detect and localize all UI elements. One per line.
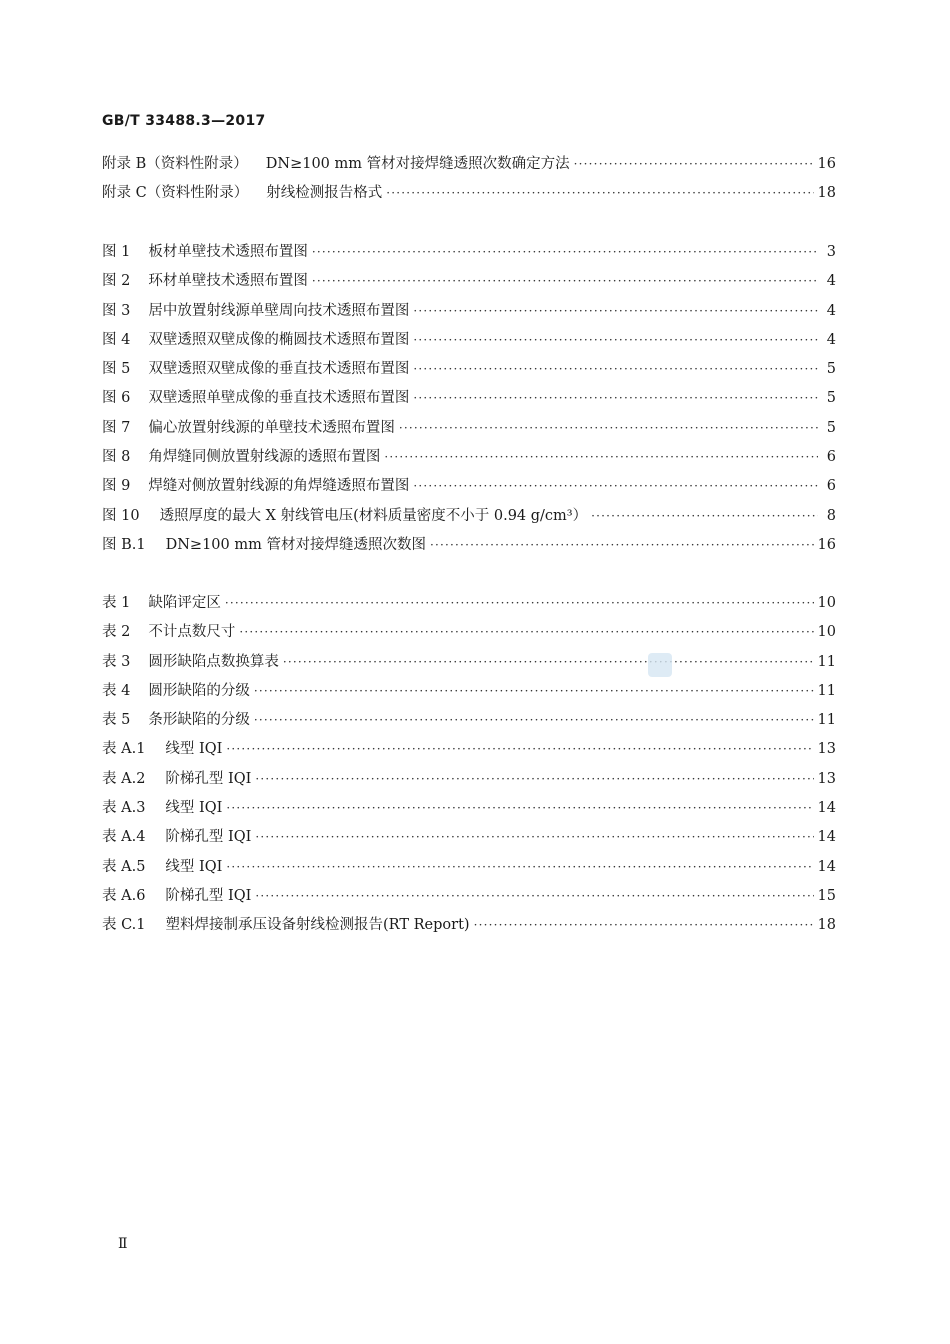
toc-leader-dots	[226, 801, 813, 815]
toc-entry-page: 14	[817, 829, 836, 846]
toc-entry-title: 板材单壁技术透照布置图	[148, 244, 308, 260]
toc-entry-title: 圆形缺陷的分级	[148, 682, 250, 699]
toc-entry-title: 焊缝对侧放置射线源的角焊缝透照布置图	[148, 478, 410, 495]
toc-appendix-section	[102, 152, 836, 211]
toc-entry-title: 圆形缺陷点数换算表	[148, 653, 279, 670]
toc-leader-dots	[413, 333, 818, 347]
toc-entry-label: 表 A.5	[102, 858, 146, 875]
toc-entry[interactable]	[102, 504, 836, 533]
toc-entry-label: 表 A.6	[102, 887, 146, 904]
toc-entry-page: 6	[826, 478, 836, 495]
toc-entry-page: 10	[817, 595, 836, 611]
toc-entry[interactable]	[102, 620, 836, 649]
toc-entry[interactable]	[102, 679, 836, 708]
toc-entry-label: 表 A.1	[102, 741, 146, 758]
toc-entry-title: DN≥100 mm 管材对接焊缝透照次数确定方法	[265, 156, 570, 172]
toc-entry-title: DN≥100 mm 管材对接焊缝透照次数图	[165, 536, 426, 553]
toc-entry[interactable]	[102, 591, 836, 620]
toc-leader-dots	[226, 742, 813, 756]
toc-leader-dots	[255, 830, 813, 844]
toc-entry-page: 16	[817, 156, 836, 172]
toc-entry-page: 8	[826, 507, 836, 524]
toc-entry[interactable]	[102, 240, 836, 269]
toc-entry-label: 附录 C（资料性附录）	[102, 185, 249, 202]
toc-entry-page: 14	[817, 800, 836, 817]
watermark-logo	[648, 653, 672, 677]
toc-entry-page: 4	[826, 273, 836, 290]
toc-entry-title: 阶梯孔型 IQI	[165, 829, 252, 846]
toc-entry-label: 表 C.1	[102, 917, 146, 934]
toc-leader-dots	[591, 509, 818, 523]
toc-entry-page: 18	[817, 185, 836, 202]
toc-leader-dots	[430, 538, 814, 552]
toc-entry-label: 表 A.3	[102, 800, 146, 817]
toc-leader-dots	[239, 625, 813, 639]
toc-entry[interactable]	[102, 357, 836, 386]
toc-entry[interactable]	[102, 825, 836, 854]
toc-entry-page: 5	[826, 419, 836, 436]
toc-entry-label: 表 5	[102, 712, 131, 729]
toc-entry-title: 不计点数尺寸	[148, 624, 236, 641]
toc-entry-label: 图 3	[102, 302, 131, 319]
toc-entry-label: 图 1	[102, 244, 131, 260]
toc-entry[interactable]	[102, 737, 836, 766]
toc-entry[interactable]	[102, 181, 836, 210]
toc-entry-label: 图 6	[102, 390, 131, 407]
toc-entry[interactable]	[102, 913, 836, 942]
toc-leader-dots	[312, 245, 818, 259]
toc-figures-section	[102, 240, 836, 562]
toc-entry[interactable]	[102, 708, 836, 737]
toc-entry-page: 3	[826, 244, 836, 260]
toc-leader-dots	[254, 713, 814, 727]
toc-entry[interactable]	[102, 855, 836, 884]
toc-entry-page: 15	[817, 887, 836, 904]
toc-leader-dots	[574, 157, 814, 171]
toc-entry-label: 图 9	[102, 478, 131, 495]
toc-leader-dots	[386, 186, 813, 200]
toc-entry[interactable]	[102, 445, 836, 474]
toc-entry[interactable]	[102, 416, 836, 445]
toc-leader-dots	[413, 391, 818, 405]
page-number: Ⅱ	[118, 1236, 128, 1252]
toc-entry-label: 图 B.1	[102, 536, 146, 553]
toc-entry-page: 5	[826, 361, 836, 378]
toc-entry[interactable]	[102, 796, 836, 825]
toc-entry-page: 11	[817, 682, 836, 699]
toc-entry-page: 6	[826, 449, 836, 466]
toc-entry-title: 线型 IQI	[165, 858, 223, 875]
toc-entry-label: 图 10	[102, 507, 140, 524]
toc-entry-page: 11	[817, 653, 836, 670]
toc-leader-dots	[413, 304, 818, 318]
toc-leader-dots	[474, 918, 814, 932]
toc-entry[interactable]	[102, 152, 836, 181]
toc-leader-dots	[312, 274, 818, 288]
document-id: GB/T 33488.3—2017	[102, 113, 266, 129]
toc-leader-dots	[413, 479, 818, 493]
toc-tables-section	[102, 591, 836, 943]
toc-entry-page: 11	[817, 712, 836, 729]
toc-entry[interactable]	[102, 474, 836, 503]
toc-leader-dots	[225, 596, 814, 610]
toc-entry[interactable]	[102, 328, 836, 357]
toc-entry-title: 线型 IQI	[165, 741, 223, 758]
toc-leader-dots	[226, 860, 813, 874]
toc-leader-dots	[255, 772, 813, 786]
toc-leader-dots	[255, 889, 813, 903]
toc-entry[interactable]	[102, 767, 836, 796]
toc-entry-title: 透照厚度的最大 X 射线管电压(材料质量密度不小于 0.94 g/cm³）	[159, 507, 588, 524]
toc-entry-title: 双壁透照双壁成像的垂直技术透照布置图	[148, 361, 410, 378]
toc-entry-label: 表 2	[102, 624, 131, 641]
toc-entry-page: 16	[817, 536, 836, 553]
toc-leader-dots	[283, 655, 814, 669]
toc-entry[interactable]	[102, 650, 836, 679]
toc-entry-title: 阶梯孔型 IQI	[165, 770, 252, 787]
toc-entry-label: 表 1	[102, 595, 131, 611]
toc-entry-label: 图 2	[102, 273, 131, 290]
toc-entry-title: 偏心放置射线源的单壁技术透照布置图	[148, 419, 395, 436]
toc-entry-label: 表 4	[102, 682, 131, 699]
toc-entry-label: 表 A.2	[102, 770, 146, 787]
toc-entry-title: 居中放置射线源单壁周向技术透照布置图	[148, 302, 410, 319]
toc-entry-title: 双壁透照单壁成像的垂直技术透照布置图	[148, 390, 410, 407]
toc-entry-title: 条形缺陷的分级	[148, 712, 250, 729]
toc-entry-label: 图 7	[102, 419, 131, 436]
toc-entry-page: 13	[817, 741, 836, 758]
toc-entry-page: 10	[817, 624, 836, 641]
toc-entry-title: 线型 IQI	[165, 800, 223, 817]
toc-entry-page: 13	[817, 770, 836, 787]
toc-leader-dots	[384, 450, 818, 464]
toc-entry-title: 塑料焊接制承压设备射线检测报告(RT Report)	[165, 917, 470, 934]
toc-entry-title: 角焊缝同侧放置射线源的透照布置图	[148, 449, 381, 466]
toc-entry-page: 18	[817, 917, 836, 934]
toc-entry-title: 射线检测报告格式	[266, 185, 383, 202]
toc-entry-title: 环材单壁技术透照布置图	[148, 273, 308, 290]
toc-entry-label: 附录 B（资料性附录）	[102, 156, 248, 172]
toc-entry-title: 双壁透照双壁成像的椭圆技术透照布置图	[148, 331, 410, 348]
toc-entry-label: 表 A.4	[102, 829, 146, 846]
toc-entry-title: 缺陷评定区	[148, 595, 221, 611]
toc-leader-dots	[413, 362, 818, 376]
toc-entry-page: 5	[826, 390, 836, 407]
toc-entry-title: 阶梯孔型 IQI	[165, 887, 252, 904]
toc-entry-page: 4	[826, 331, 836, 348]
toc-leader-dots	[399, 421, 818, 435]
toc-entry-label: 表 3	[102, 653, 131, 670]
toc-entry[interactable]	[102, 533, 836, 562]
toc-entry[interactable]	[102, 386, 836, 415]
toc-entry-label: 图 4	[102, 331, 131, 348]
toc-entry-label: 图 8	[102, 449, 131, 466]
toc-entry-page: 14	[817, 858, 836, 875]
toc-entry[interactable]	[102, 299, 836, 328]
toc-entry-label: 图 5	[102, 361, 131, 378]
toc-entry[interactable]	[102, 884, 836, 913]
toc-entry-page: 4	[826, 302, 836, 319]
toc-leader-dots	[254, 684, 814, 698]
toc-entry[interactable]	[102, 269, 836, 298]
